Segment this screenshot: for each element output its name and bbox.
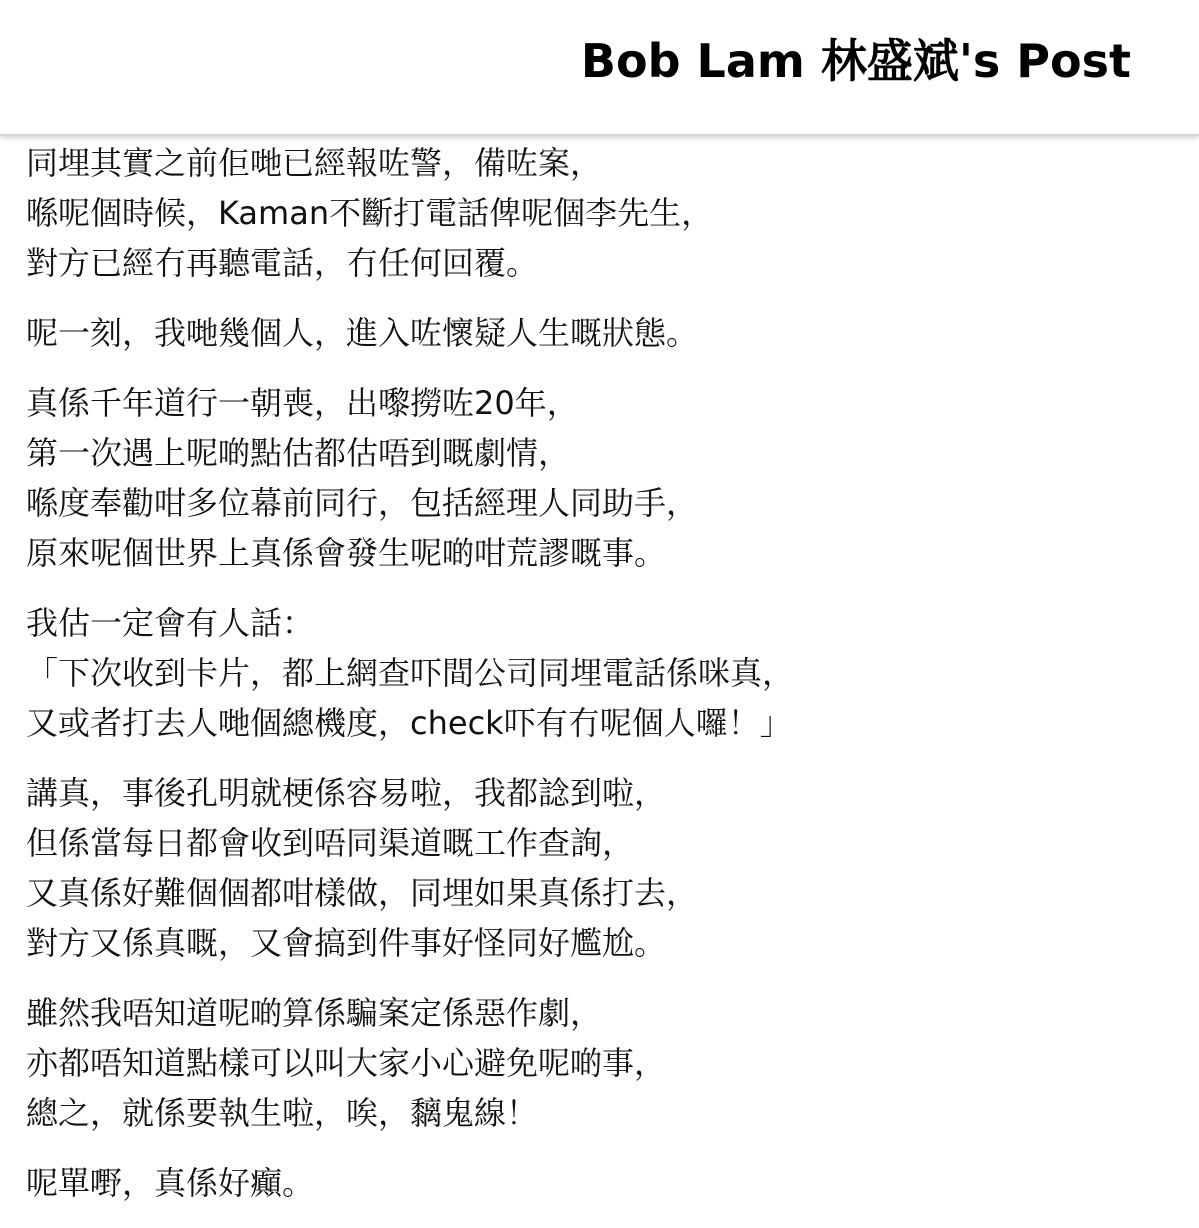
- post-text-line: 真係千年道行一朝喪，出嚟撈咗20年，: [26, 384, 579, 422]
- post-header: [0, 0, 1199, 136]
- post-paragraph: [26, 598, 1176, 748]
- post-text-line: 第一次遇上呢啲點估都估唔到嘅劇情，: [26, 434, 571, 472]
- post-text-line: 對方已經冇再聽電話，冇任何回覆。: [26, 244, 539, 282]
- post-body: [26, 138, 1176, 1228]
- post-paragraph: [26, 378, 1176, 578]
- post-text-line: 原來呢個世界上真係會發生呢啲咁荒謬嘅事。: [26, 534, 667, 572]
- post-text-line: 喺度奉勸咁多位幕前同行，包括經理人同助手，: [26, 484, 699, 522]
- post-text-line: 亦都唔知道點樣可以叫大家小心避免呢啲事，: [26, 1044, 667, 1082]
- post-text-line: 講真，事後孔明就梗係容易啦，我都諗到啦，: [26, 774, 667, 812]
- post-text-line: 同埋其實之前佢哋已經報咗警，備咗案，: [26, 144, 603, 182]
- post-text-line: 總之，就係要執生啦，唉，黐鬼線！: [26, 1094, 539, 1132]
- post-paragraph: [26, 308, 1176, 358]
- post-text-line: 又或者打去人哋個總機度，check吓有冇呢個人囉！」: [26, 704, 792, 742]
- post-text-line: 我估一定會有人話：: [26, 604, 315, 642]
- post-paragraph: [26, 768, 1176, 968]
- post-text-line: 又真係好難個個都咁樣做，同埋如果真係打去，: [26, 874, 699, 912]
- post-text-line: 對方又係真嘅，又會搞到件事好怪同好尷尬。: [26, 924, 667, 962]
- post-paragraph: [26, 1158, 1176, 1208]
- post-text-line: 但係當每日都會收到唔同渠道嘅工作查詢，: [26, 824, 635, 862]
- post-text-line: 呢一刻，我哋幾個人，進入咗懷疑人生嘅狀態。: [26, 314, 699, 352]
- post-text-line: 喺呢個時候，Kaman不斷打電話俾呢個李先生，: [26, 194, 714, 232]
- post-paragraph: [26, 138, 1176, 288]
- post-paragraph: [26, 988, 1176, 1138]
- post-text-line: 雖然我唔知道呢啲算係騙案定係惡作劇，: [26, 994, 603, 1032]
- post-text-line: 「下次收到卡片，都上網查吓間公司同埋電話係咪真，: [26, 654, 795, 692]
- page-title: Bob Lam 林盛斌's Post: [580, 34, 1131, 88]
- post-text-line: 呢單嘢，真係好癲。: [26, 1164, 315, 1202]
